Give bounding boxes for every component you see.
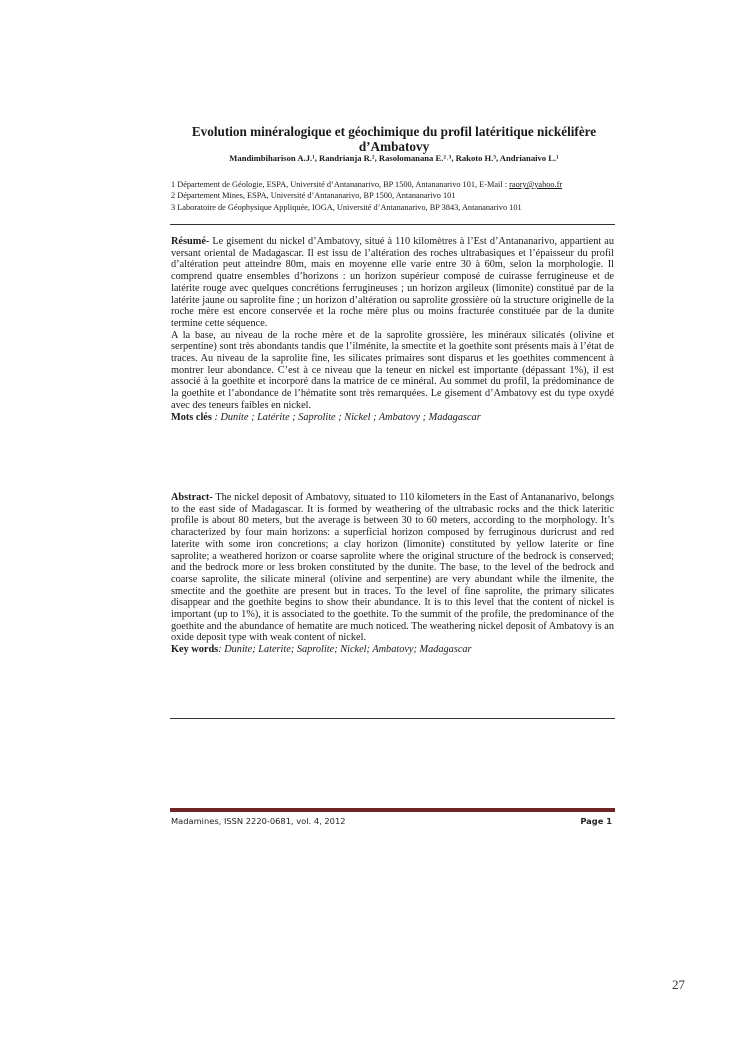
footer-bar [170, 808, 615, 812]
resume-text-1: Le gisement du nickel d’Ambatovy, situé à 110 kilomètres à l’Est d’Antananarivo, appartient au versant oriental de Madagascar. Il est issu de l’altération des roches ultrabasiques et l’épaisseur du profil d’altération peut atteindre 80m, mais en moyenne elle varie entre 30 à 60m, selon la morphologie. Il comprend quatre ensembles d’horizons : un horizon supérieur composé de cuirasse ferrugineuse et de latérite rouge avec quelques concrétions ferrugineuses ; un horizon argileux (limonite) constitué par de la latérite jaune ou saprolite fine ; un horizon d’altération ou saprolite grossière où la structure originelle de la roche mère est encore conservée et la roche mère plus ou moins fracturée constituée par de la dunite termine cette séquence. [171, 236, 614, 329]
affiliation-3: 3 Laboratoire de Géophysique Appliquée, IOGA, Université d’Antananarivo, BP 3843, Antananarivo 101 [171, 202, 522, 212]
affiliation-2: 2 Département Mines, ESPA, Université d’Antananarivo, BP 1500, Antananarivo 101 [171, 191, 456, 201]
footer-page: Page 1 [580, 816, 612, 826]
author-list: Mandimbiharison A.J.¹, Randrianja R.², Rasolomanana E.²˒³, Rakoto H.³, Andrianaivo L.¹ [229, 153, 559, 163]
abstract-keywords [171, 644, 614, 656]
abstract-label: Abstract- [171, 492, 213, 503]
affiliation-1-text: 1 Département de Géologie, ESPA, Université d’Antananarivo, BP 1500, Antananarivo 101, E-Mail : [171, 180, 510, 189]
divider-bottom [170, 718, 615, 719]
abstract-paragraph [171, 492, 614, 644]
mots-cles-label: Mots clés [171, 411, 212, 423]
divider-top [170, 224, 615, 225]
resume-label: Résumé- [171, 236, 210, 247]
resume-section [171, 236, 614, 423]
abstract-section [171, 492, 614, 656]
email-link[interactable]: raory@yahoo.fr [509, 180, 563, 189]
footer-journal: Madamines, ISSN 2220-0681, vol. 4, 2012 [171, 816, 346, 826]
key-words-text: : Dunite; Laterite; Saprolite; Nickel; Ambatovy; Madagascar [218, 644, 472, 656]
key-words-label: Key words [171, 644, 219, 656]
affiliation-1 [171, 179, 631, 190]
resume-paragraph-2: A la base, au niveau de la roche mère et de la saprolite grossière, les minéraux silicatés (olivine et serpentine) sont très abondants tandis que l’ilménite, la smectite et la goethite sont présents mais à l’état de traces. Au niveau de la saprolite fine, les silicates primaires sont disparus et les goethites commencent à montrer leur abondance. C’est à ce niveau que la teneur en nickel est importante (dépassant 1%), il est associé à la goethite et incorporé dans la matrice de ce minéral. Au sommet du profil, la prédominance de la goethite et l’abondance de l’hématite sont très remarquées. Le gisement d’Ambatovy est du type oxydé avec des teneurs faibles en nickel. [171, 329, 614, 411]
resume-keywords [171, 412, 614, 424]
page-number: 27 [672, 977, 685, 992]
paper-title: Evolution minéralogique et géochimique du profil latéritique nickélifère d’Ambatovy [191, 124, 597, 154]
abstract-text: The nickel deposit of Ambatovy, situated to 110 kilometers in the East of Antananarivo, belongs to the east side of Madagascar. It is formed by weathering of the ultrabasic rocks and the thick lateritic profile is about 80 meters, but the average is between 30 to 60 meters, according to the morphology. It’s characterized by four main horizons: a superficial horizon composed by ferruginous duricrust and red laterite with some iron concretions; a clay horizon (limonite) constituted by yellow laterite or fine saprolite; a weathered horizon or coarse saprolite where the original structure of the bedrock is conserved; and the bedrock more or less broken constituted by the dunite. The base, to the level of the bedrock and coarse saprolite, the silicate mineral (olivine and serpentine) are very abundant while the ilmenite, the smectite and the goethite are present but in traces. To the level of fine saprolite, the primary silicates disappear and the goethite begins to show their abundance. It is to this level that the content of nickel is important (up to 1%), it is associated to the goethite. To the summit of the profile, the predominance of the goethite and the abundance of hematite are much noticed. The weathering nickel deposit of Ambatovy is an oxide deposit type with weak content of nickel. [171, 492, 614, 644]
affiliations [171, 179, 631, 213]
resume-paragraph-1 [171, 236, 614, 330]
mots-cles-text: : Dunite ; Latérite ; Saprolite ; Nickel ; Ambatovy ; Madagascar [211, 411, 481, 423]
